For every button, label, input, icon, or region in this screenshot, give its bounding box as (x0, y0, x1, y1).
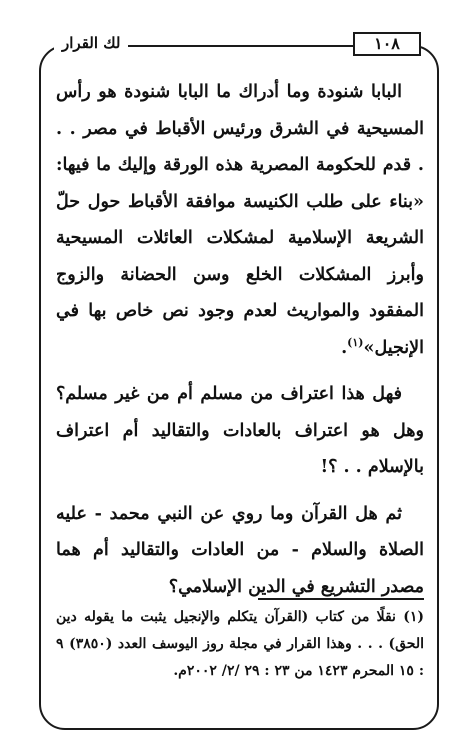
running-title: لك القرار (54, 31, 128, 55)
footnote: (١) نقلًا من كتاب (القرآن يتكلم والإنجيل يثبت ما يقوله دين الحق) . . . وهذا القرار في مجلة روز اليوسف العدد (٣٨٥٠) ٩ : ١٥ المحرم ١٤٢٣ من ٢٣ : ٢٩ /٢/ ٢٠٠٢م. (56, 609, 424, 679)
paragraph-1 (56, 74, 424, 366)
paragraph-1-text: البابا شنودة وما أدراك ما البابا شنودة هو رأس المسيحية في الشرق ورئيس الأقباط في مصر . . . قدم للحكومة المصرية هذه الورقة وإليك ما فيها: «بناء على طلب الكنيسة موافقة الأقباط حول حلّ الشريعة الإسلامية لمشكلات العائلات المسيحية وأبرز المشكلات الخلع وسن الحضانة والزوج المفقود والمواريث لعدم وجود نص خاص بها في الإنجيل» (56, 82, 424, 358)
page-number: ١٠٨ (353, 32, 421, 56)
paragraph-2: فهل هذا اعتراف من مسلم أم من غير مسلم؟ وهل هو اعتراف بالعادات والتقاليد أم اعتراف بالإسلام . . ؟! (56, 384, 424, 477)
paragraph-1-tail: . (341, 337, 348, 358)
paragraph-3: ثم هل القرآن وما روي عن النبي محمد - عليه الصلاة والسلام - من العادات والتقاليد أم هما مصدر التشريع في الدين الإسلامي؟ (56, 503, 424, 597)
body-text (56, 74, 424, 605)
footnote-reference: (١) (347, 335, 364, 349)
footnote-separator (258, 598, 424, 600)
